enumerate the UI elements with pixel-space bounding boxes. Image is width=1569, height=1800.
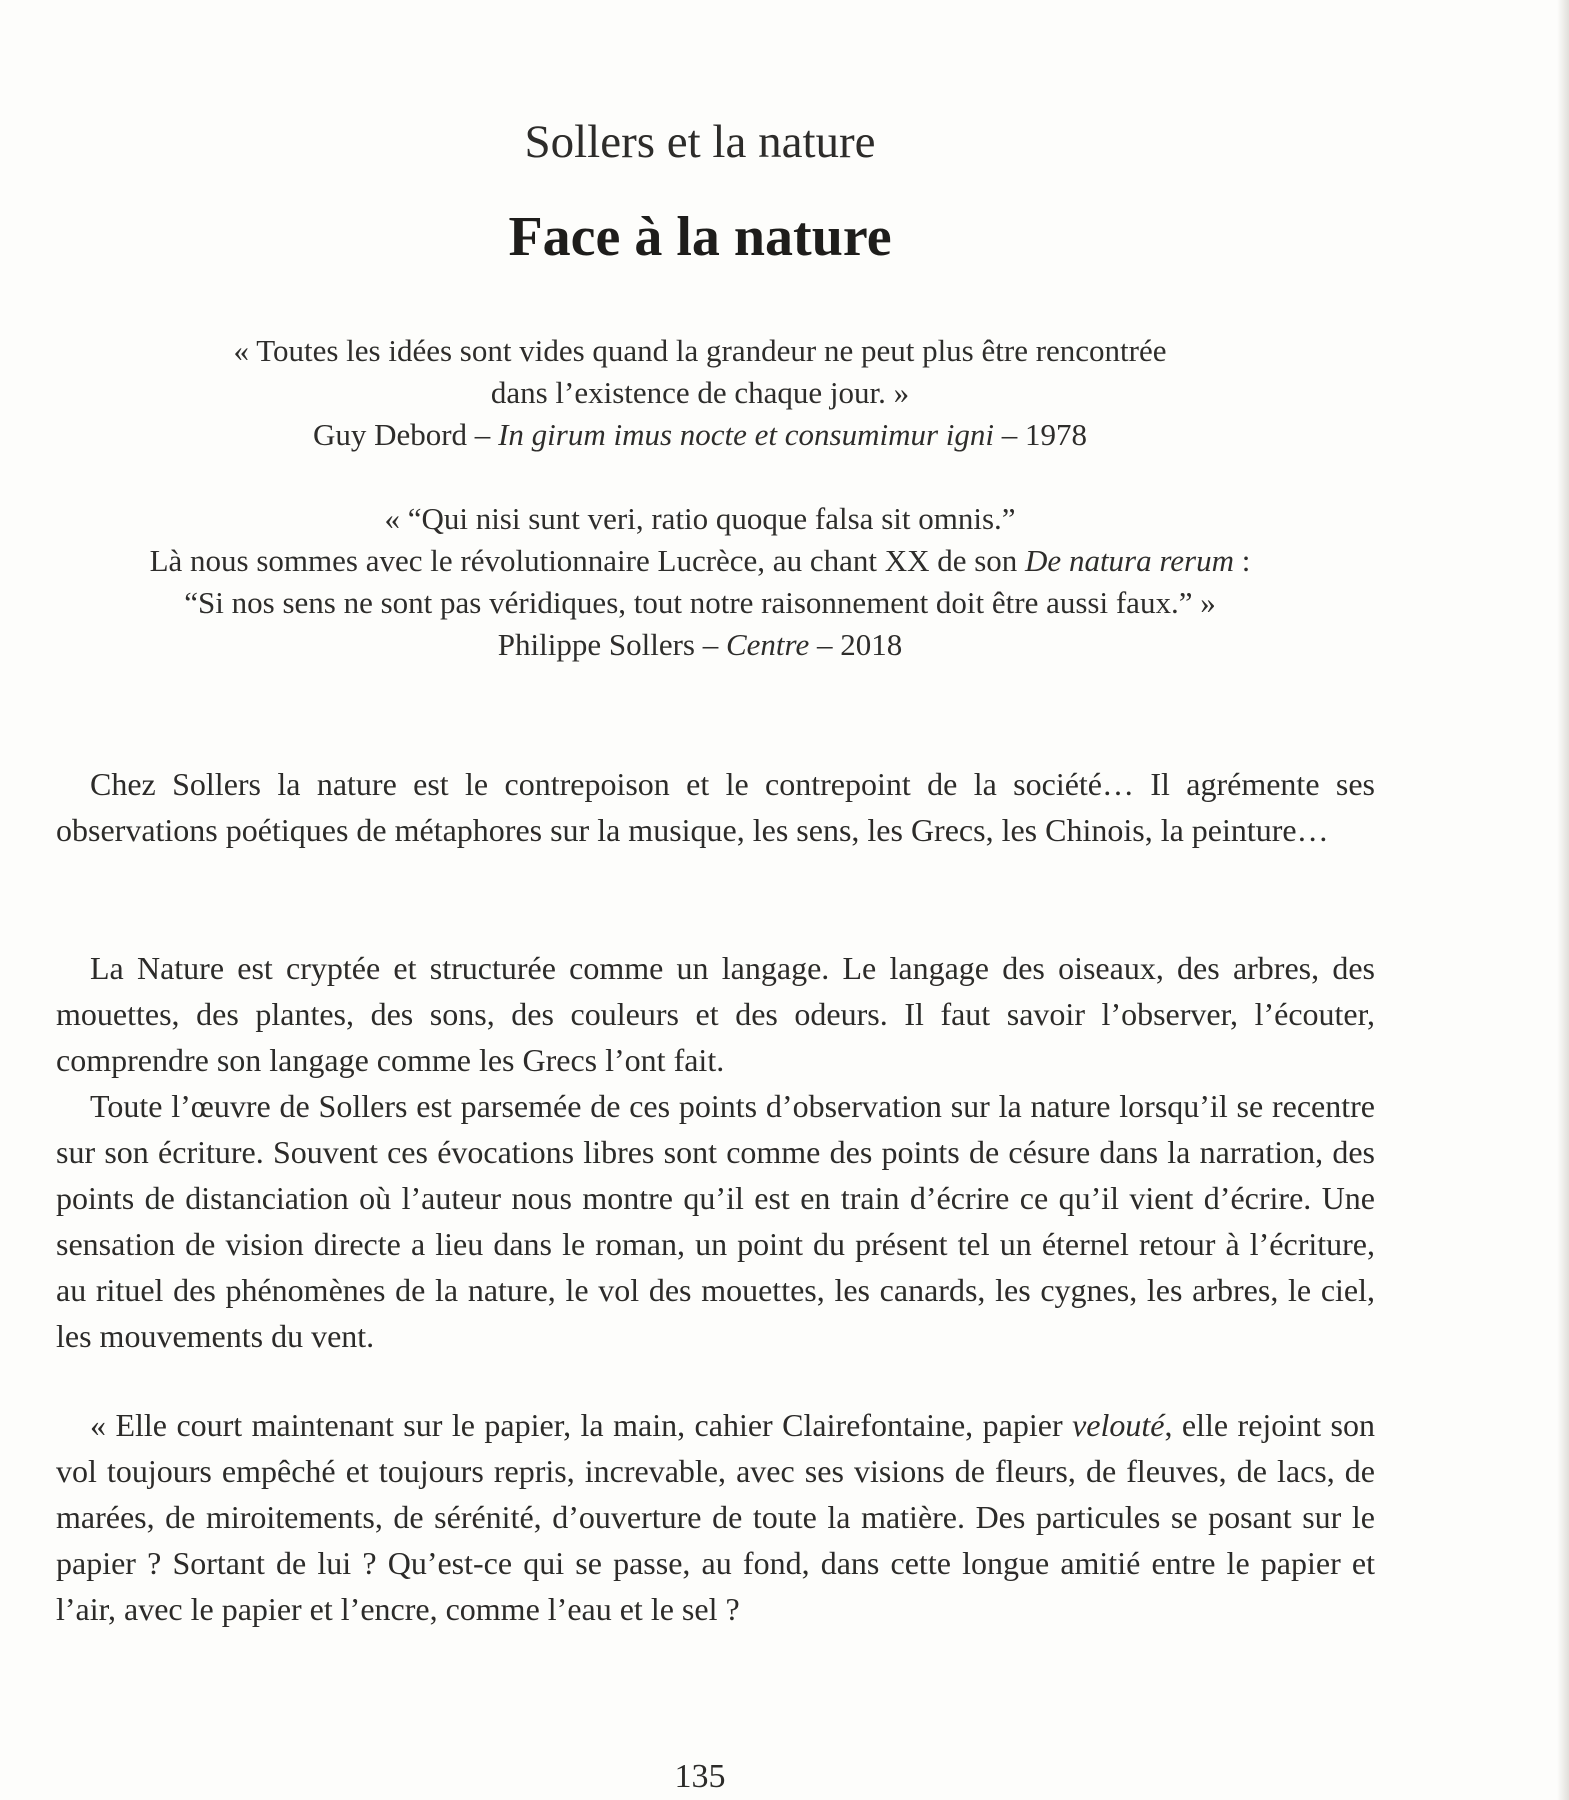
epigraph-text: Là nous sommes avec le révolutionnaire Lucrèce, au chant XX de son: [149, 543, 1026, 578]
epigraph-quote-line: dans l’existence de chaque jour. »: [490, 375, 910, 410]
body-paragraph-4-quote: [56, 1402, 1375, 1632]
body-paragraph-2: [56, 945, 1375, 1083]
quote-emphasis: velouté: [1072, 1407, 1165, 1443]
page-header: [0, 106, 1400, 272]
epigraph-text: :: [1234, 543, 1251, 578]
epigraph-quote-line: « Toutes les idées sont vides quand la grandeur ne peut plus être rencontrée: [233, 333, 1167, 368]
epigraph-quote-line: [0, 540, 1400, 582]
epigraph-quote-line: « “Qui nisi sunt veri, ratio quoque falsa sit omnis.”: [384, 501, 1016, 536]
page-edge-shadow: [1557, 0, 1569, 1800]
attribution-work: In girum imus nocte et consumimur igni: [498, 417, 995, 452]
attribution-year: – 2018: [809, 627, 903, 662]
epigraph-sollers: [0, 498, 1400, 666]
attribution-author: Philippe Sollers –: [497, 627, 726, 662]
body-paragraph-3: [56, 1083, 1375, 1359]
paragraph-text: Toute l’œuvre de Sollers est parsemée de ces points d’observation sur la nature lorsqu’il se recentre sur son écriture. Souvent ces évocations libres sont comme des points de césure dans la narration, des points de distanciation où l’auteur nous montre qu’il est en train d’écrire ce qu’il vient d’écrire. Une sensation de vision directe a lieu dans le roman, un point du présent tel un éternel retour à l’écriture, au rituel des phénomènes de la nature, le vol des mouettes, les canards, les cygnes, les arbres, le ciel, les mouvements du vent.: [56, 1088, 1375, 1354]
quote-text: , elle rejoint son vol toujours empêché et toujours repris, increvable, avec ses visions de fleurs, de fleuves, de lacs, de marées, de miroitements, de sérénité, d’ouverture de toute la matière. Des particules se posant sur le papier ? Sortant de lui ? Qu’est-ce qui se passe, au fond, dans cette longue amitié entre le papier et l’air, avec le papier et l’encre, comme l’eau et le sel ?: [56, 1407, 1376, 1627]
attribution-year: – 1978: [994, 417, 1088, 452]
paragraph-text: Chez Sollers la nature est le contrepoison et le contrepoint de la société… Il agrémente ses observations poétiques de métaphores sur la musique, les sens, les Grecs, les Chinois, la peinture…: [56, 766, 1375, 848]
chapter-title: Face à la nature: [508, 206, 892, 268]
paragraph-text: [56, 1402, 1375, 1632]
epigraph-quote-line: “Si nos sens ne sont pas véridiques, tout notre raisonnement doit être aussi faux.” »: [184, 585, 1216, 620]
page-number: 135: [674, 1758, 726, 1795]
paragraph-text: La Nature est cryptée et structurée comme un langage. Le langage des oiseaux, des arbres, des mouettes, des plantes, des sons, des couleurs et des odeurs. Il faut savoir l’observer, l’écouter, comprendre son langage comme les Grecs l’ont fait.: [56, 950, 1375, 1078]
attribution-author: Guy Debord –: [312, 417, 499, 452]
quote-text: « Elle court maintenant sur le papier, la main, cahier Clairefontaine, papier: [90, 1407, 1073, 1443]
epigraph-attribution: [0, 414, 1400, 456]
body-paragraph-1: [56, 761, 1375, 853]
epigraph-work-title: De natura rerum: [1025, 543, 1234, 578]
section-title: Sollers et la nature: [524, 116, 876, 168]
attribution-work: Centre: [725, 627, 810, 662]
epigraph-attribution: [0, 624, 1400, 666]
epigraph-debord: [0, 330, 1400, 456]
